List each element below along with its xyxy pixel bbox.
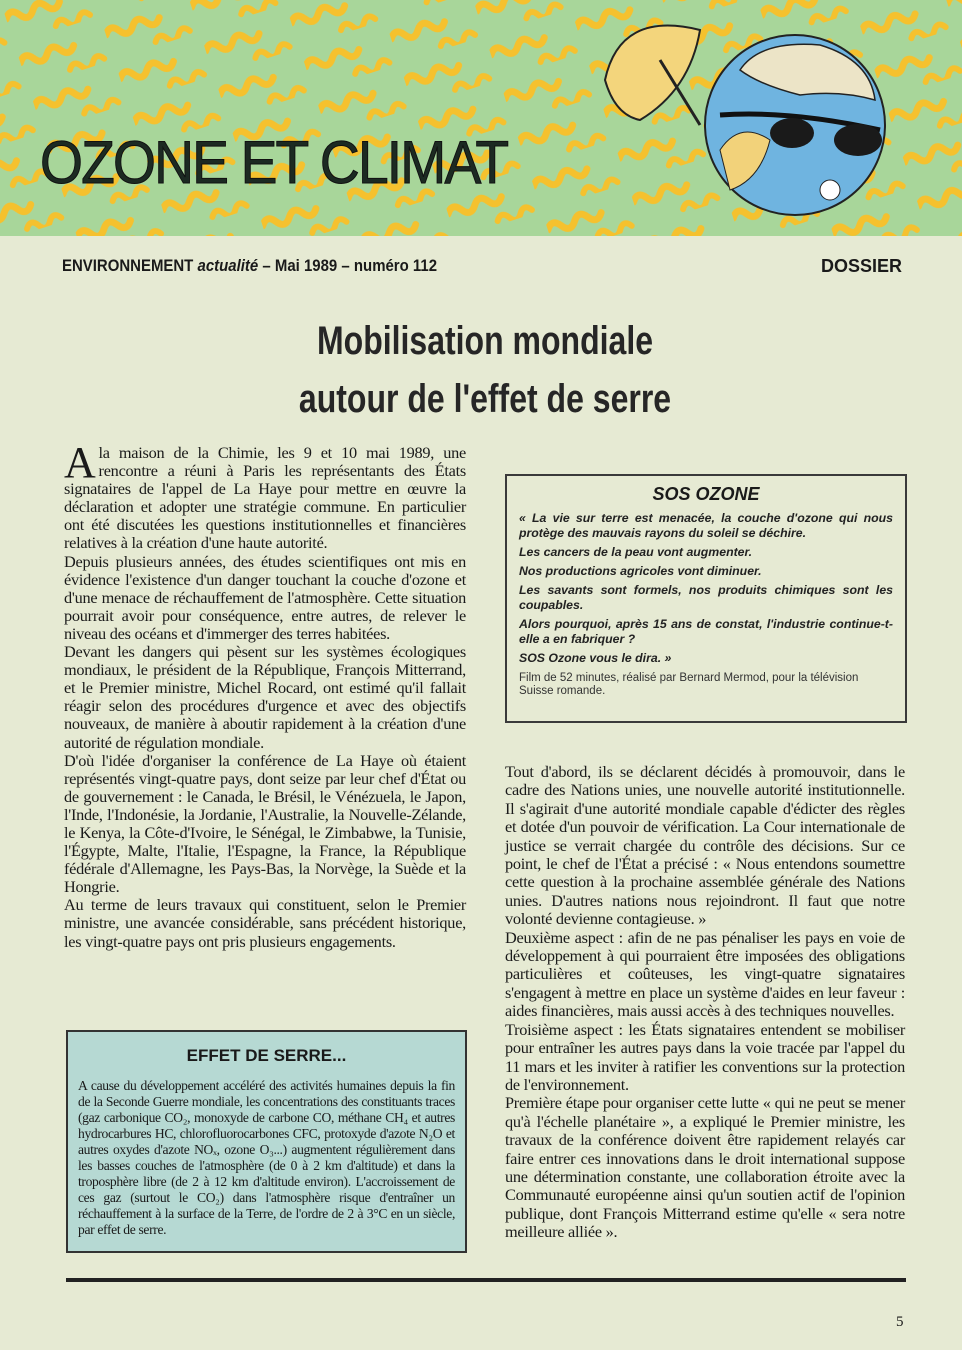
drop-cap: A bbox=[64, 438, 96, 487]
publication-name: ENVIRONNEMENT bbox=[62, 256, 194, 275]
footer-rule bbox=[66, 1278, 906, 1282]
article-paragraph: D'où l'idée d'organiser la conférence de La Haye où étaient représentés vingt-quatre pays, dont seize par leur chef d'État ou de gouvernement : le Canada, le Brésil, le Vénézuela, le Japon, l'Inde, l'Indonésie, la Jordanie, l'Australie, la Nouvelle-Zélande, le Kenya, la Côte-d'Ivoire, le Sénégal, le Zimbabwe, la Tunisie, l'Égypte, Malte, l'Italie, l'Espagne, la France, la République fédérale d'Allemagne, les Pays-Bas, la Norvège, la Suède et la Hongrie. bbox=[64, 750, 466, 897]
banner bbox=[0, 0, 962, 236]
publication-line bbox=[62, 256, 437, 276]
banner-title bbox=[40, 128, 507, 197]
section-label: DOSSIER bbox=[820, 256, 902, 276]
article-paragraph bbox=[64, 438, 466, 553]
headline bbox=[257, 312, 713, 428]
sun-rays-pattern bbox=[0, 0, 962, 236]
article-paragraph: Tout d'abord, ils se déclarent décidés à promouvoir, dans le cadre des Nations unies, une nouvelle autorité institutionnelle. Il s'agirait d'une autorité mondiale capable d'édicter des règles et dotée d'un pouvoir de vérification. La Cour internationale de justice se verrait chargée du contrôle des décisions. Sur ce point, le chef de l'État a précisé : « Nous entendons soumettre cette question à la prochaine assemblée générale des Nations unies. D'autres nations nous rejoindront. Il faut que notre volonté devienne contagieuse. » bbox=[505, 762, 905, 929]
sos-quote: Les cancers de la peau vont augmenter. bbox=[519, 545, 753, 559]
publication-sub: actualité bbox=[197, 256, 259, 275]
paragraph-text: la maison de la Chimie, les 9 et 10 mai 1989, une rencontre a réuni à Paris les représentants des États signataires de l'appel de La Haye pour mettre en œuvre la déclaration et adopter une stratégie commune. En particulier ont été discutées les questions institutionnelles et financières relatives à la création d'une haute autorité. bbox=[64, 443, 466, 553]
article-left-column bbox=[64, 438, 466, 951]
article-paragraph: Troisième aspect : les États signataires entendent se mobiliser pour entraîner les autres pays dans la voie tracée par l'appel du 11 mars et les inviter à ratifier les conventions sur la protection de l'environnement. bbox=[505, 1019, 905, 1094]
article-paragraph: Au terme de leurs travaux qui constituent, selon le Premier ministre, une avancée considérable, sans précédent historique, les vingt-quatre pays ont pris plusieurs engagements. bbox=[64, 895, 466, 951]
article-paragraph: Deuxième aspect : afin de ne pas pénaliser les pays en voie de développement à qui pourraient être imposées des obligations particulières et coûteuses, les vingt-quatre signataires s'engagent à mettre en place un système d'aides en leur faveur : aides financières, mais aussi accès à des techniques nouvelles. bbox=[505, 927, 905, 1021]
article-paragraph: Devant les dangers qui pèsent sur les systèmes écologiques mondiaux, le président de la République, François Mitterrand, et le Premier ministre, Michel Rocard, ont estimé qu'il fallait réagir selon des procédures d'urgence et avec des objectifs nouveaux, de manière à aboutir rapidement à la création d'une autorité de régulation mondiale. bbox=[64, 642, 466, 752]
serre-box-title: EFFET DE SERRE... bbox=[186, 1046, 347, 1065]
sos-box-title: SOS OZONE bbox=[652, 484, 760, 504]
banner-title-text: OZONE ET CLIMAT bbox=[40, 129, 508, 196]
sos-credit: Film de 52 minutes, réalisé par Bernard Mermod, pour la télévision Suisse romande. bbox=[519, 672, 859, 697]
effet-de-serre-box bbox=[66, 1030, 467, 1253]
separator: – bbox=[341, 256, 350, 275]
sos-quote: SOS Ozone vous le dira. » bbox=[519, 651, 672, 665]
serre-box-text: A cause du développement accéléré des activités humaines depuis la fin de la Seconde Guerre mondiale, les concentrations des constituants traces (gaz carbonique CO₂, monoxyde de carbone CO, méthane CH₄ et autres hydrocarbures HC, chlorofluorocarbones CFC, protoxyde d'azote N₂O et autres oxydes d'azote NOₓ, ozone O₃...) augmentent régulièrement dans les basses couches de l'atmosphère (de 0 à 2 km d'altitude) et dans la troposphère libre (de 2 à 12 km d'altitude environ). L'accroissement de ces gaz (surtout le CO₂) dans l'atmosphère risque d'entraîner un réchauffement à la surface de la Terre, de l'ordre de 2 à 3°C en un siècle, par effet de serre. bbox=[78, 1078, 455, 1237]
separator: – bbox=[262, 256, 271, 275]
issue-date: Mai 1989 bbox=[274, 256, 338, 275]
article-paragraph: Depuis plusieurs années, des études scientifiques ont mis en évidence l'existence d'un danger touchant la couche d'ozone et d'une menace de réchauffement de l'atmosphère. Cette situation pourrait avoir pour conséquence, entre autres, de relever le niveau des océans et d'immerger des terres habitées. bbox=[64, 551, 466, 643]
sos-quote: « La vie sur terre est menacée, la couche d'ozone qui nous protège des mauvais rayons du soleil se déchire. bbox=[519, 511, 893, 540]
headline-line-2: autour de l'effet de serre bbox=[298, 377, 672, 421]
sos-quote: Nos productions agricoles vont diminuer. bbox=[519, 564, 762, 578]
headline-line-1: Mobilisation mondiale bbox=[316, 319, 654, 363]
article-right-column bbox=[505, 763, 905, 1242]
article-paragraph: Première étape pour organiser cette lutte « qui ne peut se mener qu'à l'échelle planétaire », a expliqué le Premier ministre, les travaux de la conférence doivent être rapidement relayés car faire entrer ces innovations dans le droit international suppose une détermination constante, une collaboration étroite avec la Communauté européenne ainsi qu'un soutien actif de l'opinion publique, dont François Mitterrand estime qu'elle « sera notre meilleure alliée ». bbox=[505, 1093, 905, 1242]
masthead bbox=[62, 256, 902, 280]
sos-ozone-box bbox=[505, 474, 907, 723]
sos-quote: Alors pourquoi, après 15 ans de constat, l'industrie continue-t-elle a en fabriquer ? bbox=[519, 617, 893, 646]
sos-quote: Les savants sont formels, nos produits chimiques sont les coupables. bbox=[519, 583, 893, 612]
issue-number: numéro 112 bbox=[353, 256, 438, 275]
page-number: 5 bbox=[896, 1314, 904, 1330]
